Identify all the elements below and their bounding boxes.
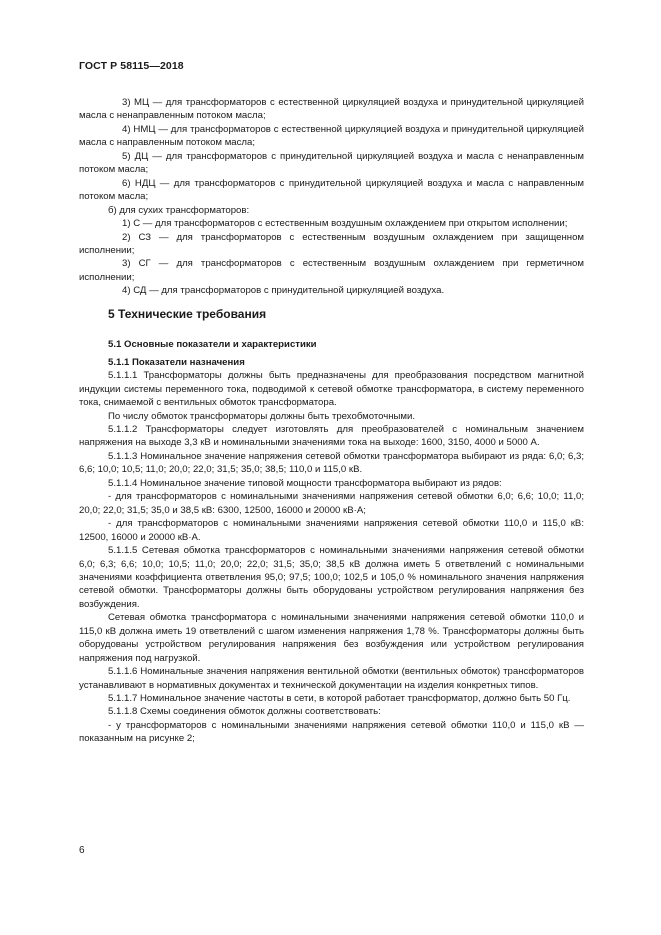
document-body: [79, 96, 584, 746]
paragraph: 5.1.1.8 Схемы соединения обмоток должны соответствовать:: [108, 706, 381, 718]
paragraph: 5.1.1.6 Номинальные значения напряжения вентильной обмотки (вентильных обмоток) трансформаторов устанавливают в нормативных документах и технической документации на изделия конкретных типов.: [79, 666, 584, 691]
subsubsection-heading: 5.1.1 Показатели назначения: [108, 356, 245, 368]
paragraph: 2) СЗ — для трансформаторов с естественным воздушным охлаждением при защищенном исполнении;: [79, 231, 584, 256]
paragraph: Сетевая обмотка трансформатора с номинальными значениями напряжения сетевой обмотки 110,0 и 115,0 кВ должна иметь 19 ответвлений с шагом изменения напряжения 1,78 %. Трансформаторы должны быть оборудованы устройством регулирования напряжения без возбуждения или устройством регулирования напряжения под нагрузкой.: [79, 612, 584, 664]
paragraph: б) для сухих трансформаторов:: [108, 204, 250, 216]
paragraph: 6) НДЦ — для трансформаторов с принудительной циркуляцией воздуха и масла с направленным потоком масла;: [79, 177, 584, 203]
paragraph: 4) НМЦ — для трансформаторов с естественной циркуляцией воздуха и принудительной циркуляцией масла с направленным потоком масла;: [79, 123, 584, 149]
paragraph: 5.1.1.3 Номинальное значение напряжения сетевой обмотки трансформатора выбирают из ряда: 6,0; 6,3; 6,6; 10,0; 10,5; 11,0; 20,0; 22,0; 31,5; 35,0; 38,5; 110,0 и 115,0 кВ.: [79, 450, 584, 476]
subsection-heading: 5.1 Основные показатели и характеристики: [108, 339, 317, 351]
paragraph: 5.1.1.5 Сетевая обмотка трансформаторов с номинальными значениями напряжения сетевой обмотки 6,0; 6,3; 6,6; 10,0; 10,5; 11,0; 20,0; 22,0; 31,5; 35,0; 38,5 кВ должна иметь 5 ответвлений с номинальными значениями коэффициента ответвления 95,0; 97,5; 100,0; 102,5 и 105,0 % номинального значения напряжения сетевой обмотки. Трансформаторы должны быть оборудованы устройством регулирования напряжения без возбуждения.: [79, 545, 584, 610]
paragraph: 5.1.1.2 Трансформаторы следует изготовлять для преобразователей с номинальным значением напряжения на выходе 3,3 кВ и номинальными значениями тока на выходе: 1600, 3150, 4000 и 5000 А.: [79, 423, 584, 449]
paragraph: 5.1.1.7 Номинальное значение частоты в сети, в которой работает трансформатор, должно быть 50 Гц.: [108, 693, 571, 705]
paragraph: 5.1.1.1 Трансформаторы должны быть предназначены для преобразования посредством магнитной индукции системы переменного тока, подводимой к сетевой обмотке трансформатора, в систему переменного тока, снимаемой с вентильных обмоток трансформатора.: [79, 370, 584, 409]
paragraph: 1) С — для трансформаторов с естественным воздушным охлаждением при открытом исполнении;: [122, 218, 568, 230]
document-header: ГОСТ Р 58115—2018: [79, 60, 184, 72]
paragraph: 5) ДЦ — для трансформаторов с принудительной циркуляцией воздуха и масла с ненаправленным потоком масла;: [79, 150, 584, 176]
paragraph: 3) СГ — для трансформаторов с естественным воздушным охлаждением при герметичном исполнении;: [79, 258, 584, 283]
section-heading: 5 Технические требования: [108, 306, 267, 321]
page-number: 6: [79, 845, 85, 856]
list-item: - для трансформаторов с номинальными значениями напряжения сетевой обмотки 110,0 и 115,0 кВ: 12500, 16000 и 20000 кВ·А.: [79, 518, 584, 543]
paragraph: 3) МЦ — для трансформаторов с естественной циркуляцией воздуха и принудительной циркуляцией масла с ненаправленным потоком масла;: [79, 97, 584, 122]
list-item: - у трансформаторов с номинальными значениями напряжения сетевой обмотки 110,0 и 115,0 кВ — показанным на рисунке 2;: [79, 719, 584, 745]
paragraph: 4) СД — для трансформаторов с принудительной циркуляцией воздуха.: [122, 285, 445, 297]
paragraph: По числу обмоток трансформаторы должны быть трехобмоточными.: [108, 410, 416, 422]
paragraph: 5.1.1.4 Номинальное значение типовой мощности трансформатора выбирают из рядов:: [108, 477, 502, 489]
list-item: - для трансформаторов с номинальными значениями напряжения сетевой обмотки 6,0; 6,6; 10,0; 11,0; 20,0; 22,0; 31,5; 35,0 и 38,5 кВ: 6300, 12500, 16000 и 20000 кВ·А;: [79, 491, 584, 516]
